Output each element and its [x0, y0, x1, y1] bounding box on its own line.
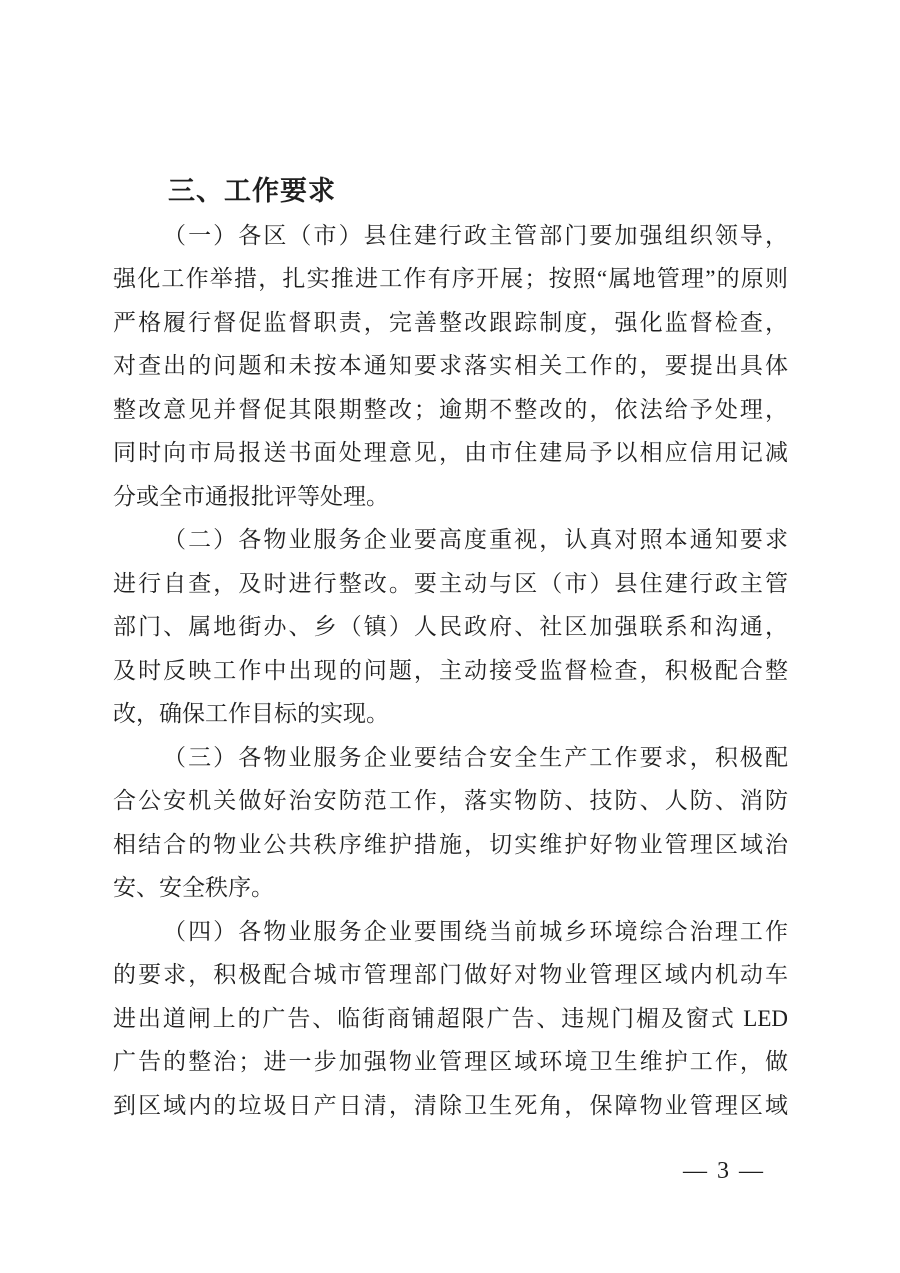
text-line: 进出道闸上的广告、临街商铺超限广告、违规门楣及窗式 LED — [113, 1005, 788, 1031]
text-line: 安、安全秩序。 — [113, 875, 274, 900]
text-line: 相结合的物业公共秩序维护措施，切实维护好物业管理区域治 — [113, 831, 788, 857]
text-line: 对查出的问题和未按本通知要求落实相关工作的，要提出具体 — [113, 353, 788, 378]
text-line: 的要求，积极配合城市管理部门做好对物业管理区域内机动车 — [113, 962, 788, 987]
text-line: 分或全市通报批评等处理。 — [113, 483, 389, 509]
document-text-block — [113, 170, 788, 1127]
text-line: 整改意见并督促其限期整改；逾期不整改的，依法给予处理， — [113, 396, 788, 422]
text-line: 同时向市局报送书面处理意见，由市住建局予以相应信用记减 — [113, 440, 788, 465]
page-number: — 3 — — [683, 1158, 765, 1184]
text-line: 严格履行督促监督职责，完善整改跟踪制度，强化监督检查， — [113, 309, 788, 335]
text-line: 改，确保工作目标的实现。 — [113, 701, 389, 726]
document-body — [113, 214, 788, 1128]
text-line: 合公安机关做好治安防范工作，落实物防、技防、人防、消防 — [113, 788, 788, 813]
text-line: 部门、属地街办、乡（镇）人民政府、社区加强联系和沟通， — [113, 614, 788, 639]
text-line: 及时反映工作中出现的问题，主动接受监督检查，积极配合整 — [113, 657, 788, 683]
text-line: （三）各物业服务企业要结合安全生产工作要求，积极配 — [163, 744, 788, 770]
text-line: 到区域内的垃圾日产日清，清除卫生死角，保障物业管理区域 — [113, 1092, 788, 1118]
section-title: 三、工作要求 — [168, 176, 336, 206]
text-line: （二）各物业服务企业要高度重视，认真对照本通知要求 — [163, 527, 788, 552]
text-line: 强化工作举措，扎实推进工作有序开展；按照“属地管理”的原则 — [113, 266, 788, 291]
text-line: 进行自查，及时进行整改。要主动与区（市）县住建行政主管 — [113, 570, 788, 596]
text-line: 广告的整治；进一步加强物业管理区域环境卫生维护工作，做 — [113, 1049, 788, 1074]
text-line: （一）各区（市）县住建行政主管部门要加强组织领导， — [163, 222, 788, 248]
text-line: （四）各物业服务企业要围绕当前城乡环境综合治理工作 — [163, 918, 788, 944]
